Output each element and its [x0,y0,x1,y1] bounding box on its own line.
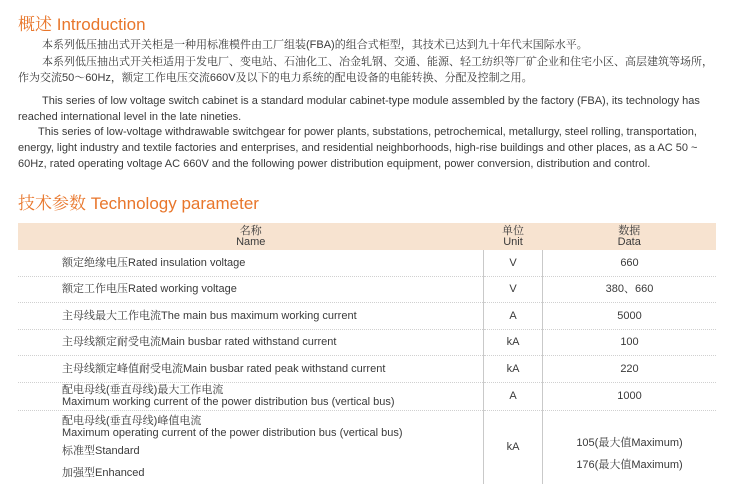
row-data [543,410,717,484]
row-name: 额定工作电压Rated working voltage [18,276,484,303]
standard-label: 标准型Standard [62,444,140,457]
row-data: 100 [543,329,717,356]
tech-heading: 技术参数 Technology parameter [18,194,259,213]
row-unit: kA [484,329,543,356]
intro-paragraph-en-1 [18,93,718,125]
row-unit: A [484,303,543,330]
table-row [18,250,716,276]
intro-heading: 概述 Introduction [18,15,146,34]
row-unit: V [484,276,543,303]
table-row [18,356,716,383]
data-header-en: Data [617,236,641,248]
row-data: 5000 [543,303,717,330]
row-name: 主母线额定耐受电流Main busbar rated withstand current [18,329,484,356]
name-header-cn: 名称 [239,225,262,237]
row-name: 主母线额定峰值耐受电流Main busbar rated peak withstand current [18,356,484,383]
row-unit: kA [484,410,543,484]
table-row [18,303,716,330]
row-name: 主母线最大工作电流The main bus maximum working current [18,303,484,330]
name-column-header [18,223,484,250]
row-name-en: Maximum working current of the power distribution bus (vertical bus) [62,396,395,408]
standard-value: 105(最大值Maximum) [576,436,683,449]
table-row-last [18,410,716,484]
intro-paragraph-cn-1 [18,37,718,53]
parameter-table [18,223,716,484]
row-unit: kA [484,356,543,383]
unit-header-en: Unit [503,236,523,248]
intro-text-cn-1: 本系列低压抽出式开关柜是一种用标准模件由工厂组装(FBA)的组合式柜型，其技术已达到九十年代末国际水平。 [42,39,588,51]
unit-header-cn: 单位 [502,225,524,237]
row-data: 1000 [543,382,717,410]
table-header-row [18,223,716,250]
row-name-cn: 配电母线(垂直母线)最大工作电流 [62,384,224,396]
unit-column-header [484,223,543,250]
row-unit: V [484,250,543,276]
intro-paragraph-cn-2 [18,54,718,86]
name-header-en: Name [236,236,266,248]
row-name-cn: 配电母线(垂直母线)峰值电流 [62,414,202,427]
table-row [18,329,716,356]
data-column-header [543,223,717,250]
row-name: 额定绝缘电压Rated insulation voltage [18,250,484,276]
table-row [18,276,716,303]
enhanced-value: 176(最大值Maximum) [576,458,683,471]
row-data: 660 [543,250,717,276]
data-header-cn: 数据 [618,225,641,237]
intro-paragraph-en-2 [18,124,718,172]
intro-text-en-2: This series of low-voltage withdrawable switchgear for power plants, substations, petrochemical, metallurgy, steel rolling, transportation, energy, light industry and textile factories and enterprises, and residential neighborhoods, high-rise buildings and other places, as a AC 50 ~ 60Hz, rated operating voltage AC 660V and the following power distribution equipment, power conversion, distribution and control. [18,126,698,170]
intro-text-cn-2: 本系列低压抽出式开关柜适用于发电厂、变电站、石油化工、冶金轧钢、交通、能源、轻工纺织等厂矿企业和住宅小区、高层建筑等场所，作为交流50～60Hz，额定工作电压交流660V及以下的电力系统的配电设备的电能转换、分配及控制之用。 [18,56,713,84]
row-name [18,382,484,410]
row-name [18,410,484,484]
row-data: 220 [543,356,717,383]
row-name-en: Maximum operating current of the power distribution bus (vertical bus) [62,426,403,439]
row-unit: A [484,382,543,410]
row-data: 380、660 [543,276,717,303]
intro-text-en-1: This series of low voltage switch cabinet is a standard modular cabinet-type module assembled by the factory (FBA), its technology has reached international level in the late nineties. [18,95,700,123]
enhanced-label: 加强型Enhanced [62,466,145,479]
table-row [18,382,716,410]
